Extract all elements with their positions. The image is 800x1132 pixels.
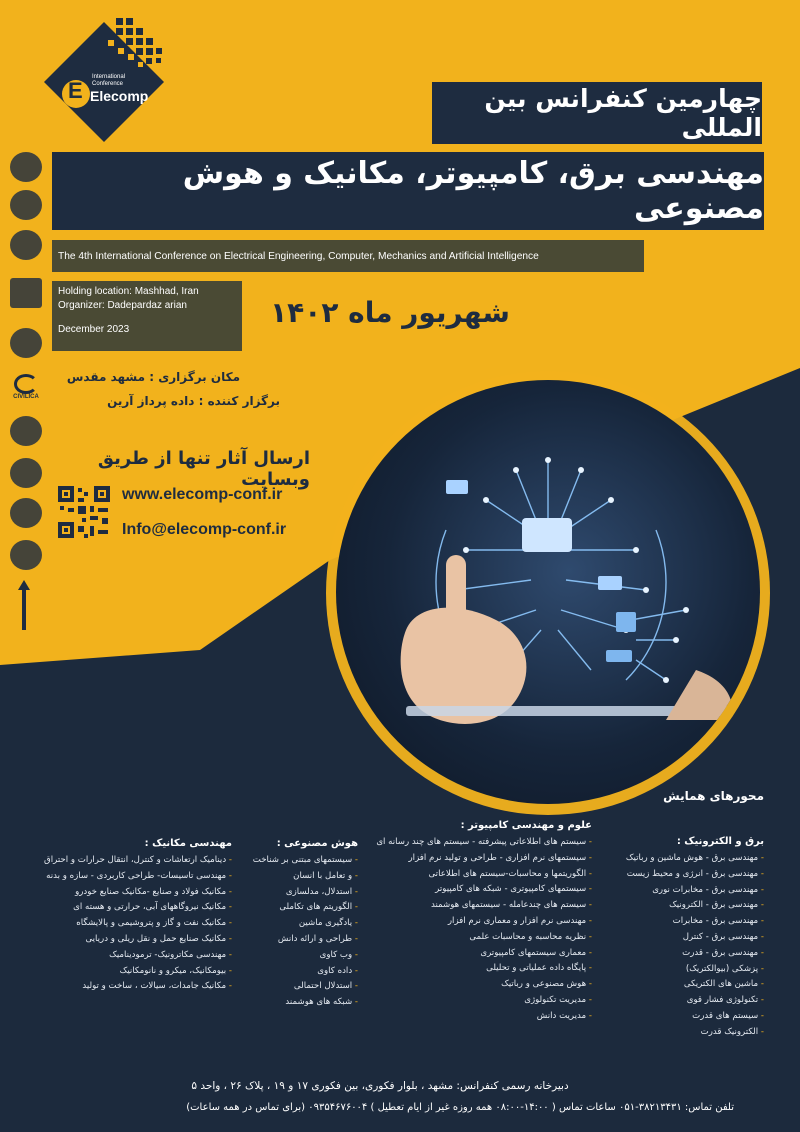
topic-item: - سیستمهای مبتنی بر شناخت (240, 853, 358, 869)
topic-item: - بیومکانیک، میکرو و نانومکانیک (10, 964, 232, 980)
topic-item: - داده کاوی (240, 964, 358, 980)
column-title: هوش مصنوعی : (276, 838, 358, 849)
topic-item: - مکانیک فولاد و صنایع -مکانیک صنایع خودرو (10, 885, 232, 901)
university-logo-1 (10, 152, 42, 182)
topic-item: - ماشین های الکتریکی (612, 977, 764, 993)
topic-list (350, 835, 592, 1025)
english-info-box (52, 281, 242, 351)
topic-column-mechanical (10, 838, 232, 995)
topic-item: - الگوریتم های تکاملی (240, 900, 358, 916)
topic-item: - مهندسی برق - هوش ماشین و رباتیک (612, 851, 764, 867)
university-logo-5 (10, 328, 42, 358)
topic-item: - مکانیک جامدات، سیالات ، ساخت و تولید (10, 979, 232, 995)
column-title: برق و الکترونیک : (676, 836, 764, 847)
submission-note: ارسال آثار تنها از طریق وبسایت (97, 448, 310, 490)
topic-item: - مکانیک نیروگاههای آبی، حرارتی و هسته ای (10, 900, 232, 916)
footer-phone: تلفن تماس: ۳۸۲۱۳۴۳۱-۰۵۱ ساعات تماس ( ۱۴:۰۰-۰۸:۰۰ همه روزه غیر از ایام تعطیل ) ۰۹۳۵۴۶۷۶۰۰۴ (برای تماس در همه ساعات) (186, 1102, 734, 1113)
topic-item: - سیستم های اطلاعاتی پیشرفته - سیستم های چند رسانه ای (350, 835, 592, 851)
organizer-fa: برگزار کننده : داده پرداز آرین (107, 394, 280, 408)
website-link[interactable]: www.elecomp-conf.ir (122, 486, 283, 503)
title-line-2: مهندسی برق، کامپیوتر، مکانیک و هوش مصنوعی (182, 156, 764, 226)
topic-list (612, 851, 764, 1041)
topic-item: - و تعامل با انسان (240, 869, 358, 885)
topic-list (240, 853, 358, 1011)
civilica-logo: CIVILICA (6, 374, 46, 404)
column-title: علوم و مهندسی کامپیوتر : (460, 820, 592, 831)
topic-item: - مکانیک نفت و گاز و پتروشیمی و پالایشگاه (10, 916, 232, 932)
topic-item: - هوش مصنوعی و رباتیک (350, 977, 592, 993)
topic-item: - مهندسی تاسیسات- طراحی کاربردی - سازه و بدنه (10, 869, 232, 885)
column-title: مهندسی مکانیک : (144, 838, 232, 849)
university-logo-6 (10, 416, 42, 446)
topic-column-ai (240, 838, 358, 1011)
arrow-logo-icon (18, 580, 28, 630)
topic-item: - طراحی و ارائه دانش (240, 932, 358, 948)
topic-item: - دینامیک ارتعاشات و کنترل، انتقال حرارات و احتراق (10, 853, 232, 869)
date-en: December 2023 (58, 324, 130, 335)
topics-heading: محورهای همایش (663, 789, 764, 803)
topic-item: - مکانیک صنایع حمل و نقل ریلی و دریایی (10, 932, 232, 948)
topic-item: - استدلال احتمالی (240, 979, 358, 995)
topic-item: - مهندسی مکاترونیک- ترمودینامیک (10, 948, 232, 964)
topic-item: - پایگاه داده عملیاتی و تحلیلی (350, 961, 592, 977)
university-logo-3 (10, 230, 42, 260)
topic-item: - مهندسی برق - انرژی و محیط زیست (612, 867, 764, 883)
topic-item: - مهندسی برق - مخابرات نوری (612, 883, 764, 899)
topic-item: - مهندسی برق - الکترونیک (612, 898, 764, 914)
topic-item: - تکنولوژی فشار قوی (612, 993, 764, 1009)
date-fa: شهریور ماه ۱۴۰۲ (270, 296, 510, 329)
topic-item: - شبکه های هوشمند (240, 995, 358, 1011)
topic-item: - مهندسی نرم افزار و معماری نرم افزار (350, 914, 592, 930)
topic-column-electrical (612, 836, 764, 1041)
title-line-2-band (52, 152, 764, 230)
topic-item: - مهندسی برق - قدرت (612, 946, 764, 962)
organizer-en: Organizer: Dadepardaz arian (58, 300, 187, 311)
location-en: Holding location: Mashhad, Iran (58, 286, 199, 297)
topic-item: - مدیریت تکنولوژی (350, 993, 592, 1009)
logo-main-text: Elecomp (90, 88, 149, 104)
logo-small-text: International Conference (92, 74, 126, 87)
topic-column-computer (350, 820, 592, 1025)
title-line-1-band (432, 82, 762, 144)
university-logo-8 (10, 498, 42, 528)
university-logo-4 (10, 278, 42, 308)
university-logo-7 (10, 458, 42, 488)
topic-item: - نظریه محاسبه و محاسبات علمی (350, 930, 592, 946)
ai-hand-image (336, 380, 760, 804)
topic-item: - وب کاوی (240, 948, 358, 964)
topic-item: - سیستم های قدرت (612, 1009, 764, 1025)
topic-item: - یادگیری ماشین (240, 916, 358, 932)
email-link[interactable]: Info@elecomp-conf.ir (122, 521, 287, 538)
topic-item: - سیستمهای کامپیوتری - شبکه های کامپیوتر (350, 882, 592, 898)
topic-item: - الکترونیک قدرت (612, 1025, 764, 1041)
location-fa: مکان برگزاری : مشهد مقدس (66, 370, 240, 384)
topic-item: - سیستمهای نرم افزاری - طراحی و تولید نرم افزار (350, 851, 592, 867)
english-title-band (52, 240, 644, 272)
qr-code (56, 484, 112, 540)
topic-item: - سیستم های چندعامله - سیستمهای هوشمند (350, 898, 592, 914)
university-logo-2 (10, 190, 42, 220)
sponsor-logos-strip (0, 148, 52, 638)
topic-item: - مهندسی برق - مخابرات (612, 914, 764, 930)
topic-item: - استدلال، مدلسازی (240, 885, 358, 901)
topic-item: - الگوریتمها و محاسبات-سیستم های اطلاعاتی (350, 867, 592, 883)
university-logo-9 (10, 540, 42, 570)
topic-list (10, 853, 232, 995)
title-line-1: چهارمین کنفرانس بین المللی (484, 84, 762, 142)
topic-item: - مدیریت دانش (350, 1009, 592, 1025)
english-title: The 4th International Conference on Electrical Engineering, Computer, Mechanics and Artificial Intelligence (58, 250, 539, 262)
logo-letter-e: E (68, 78, 83, 103)
elecomp-logo (44, 14, 174, 144)
topic-item: - مهندسی برق - کنترل (612, 930, 764, 946)
topic-item: - معماری سیستمهای کامپیوتری (350, 946, 592, 962)
topic-item: - پزشکی (بیوالکتریک) (612, 962, 764, 978)
footer-address: دبیرخانه رسمی کنفرانس: مشهد ، بلوار فکوری، بین فکوری ۱۷ و ۱۹ ، پلاک ۲۶ ، واحد ۵ (191, 1080, 569, 1092)
